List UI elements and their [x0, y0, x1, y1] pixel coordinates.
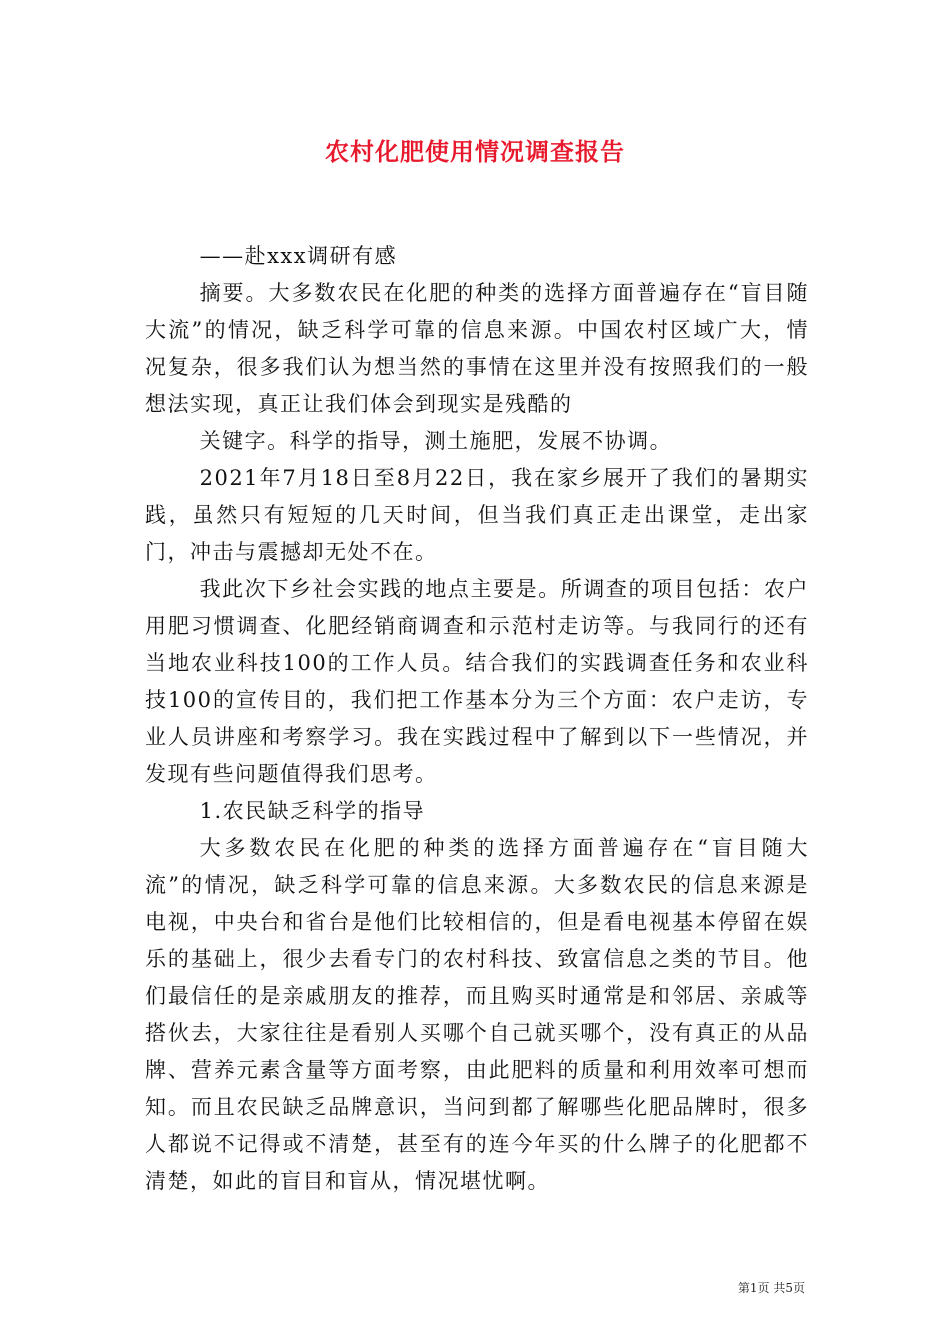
body-paragraph: 大多数农民在化肥的种类的选择方面普遍存在“盲目随大流”的情况，缺乏科学可靠的信息来源。大多数农民的信息来源是电视，中央台和省台是他们比较相信的，但是看电视基本停留在娱乐的基础上，很少去看专门的农村科技、致富信息之类的节目。他们最信任的是亲戚朋友的推荐，而且购买时通常是和邻居、亲戚等搭伙去，大家往往是看别人买哪个自己就买哪个，没有真正的从品牌、营养元素含量等方面考察，由此肥料的质量和利用效率可想而知。而且农民缺乏品牌意识，当问到都了解哪些化肥品牌时，很多人都说不记得或不清楚，甚至有的连今年买的什么牌子的化肥都不清楚，如此的盲目和盲从，情况堪忧啊。 — [145, 836, 809, 1193]
body-paragraph: 2021年7月18日至8月22日，我在家乡展开了我们的暑期实践，虽然只有短短的几天时间，但当我们真正走出课堂，走出家门，冲击与震撼却无处不在。 — [145, 466, 809, 564]
document-body — [145, 238, 809, 1200]
body-paragraph: 我此次下乡社会实践的地点主要是。所调查的项目包括：农户用肥习惯调查、化肥经销商调查和示范村走访等。与我同行的还有当地农业科技100的工作人员。结合我们的实践调查任务和农业科技100的宣传目的，我们把工作基本分为三个方面：农户走访，专业人员讲座和考察学习。我在实践过程中了解到以下一些情况，并发现有些问题值得我们思考。 — [145, 577, 809, 786]
abstract-paragraph: 摘要。大多数农民在化肥的种类的选择方面普遍存在“盲目随大流”的情况，缺乏科学可靠的信息来源。中国农村区域广大，情况复杂，很多我们认为想当然的事情在这里并没有按照我们的一般想法实现，真正让我们体会到现实是残酷的 — [145, 281, 809, 416]
subtitle-paragraph: ——赴xxx调研有感 — [199, 244, 398, 268]
keywords-paragraph: 关键字。科学的指导，测土施肥，发展不协调。 — [199, 429, 673, 453]
section-heading: 1.农民缺乏科学的指导 — [199, 799, 426, 823]
document-title: 农村化肥使用情况调查报告 — [325, 137, 625, 166]
page-footer: 第1页 共5页 — [737, 1281, 805, 1295]
